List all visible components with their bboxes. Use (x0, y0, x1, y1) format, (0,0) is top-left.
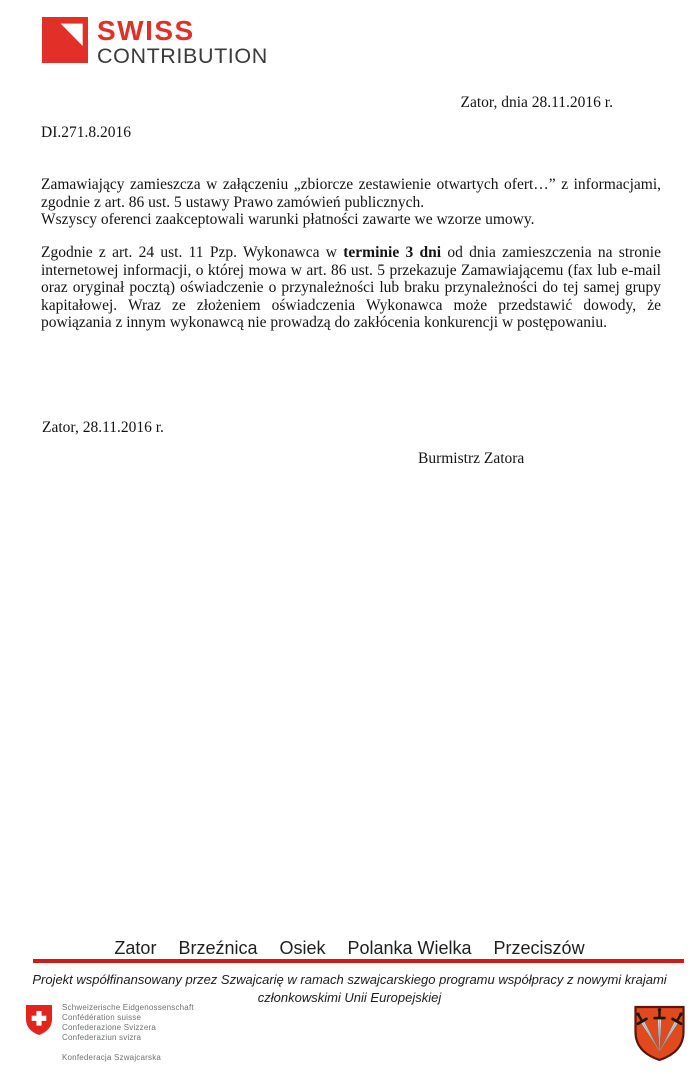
paragraph-1-text: Zamawiający zamieszcza w załączeniu „zbiorcze zestawienie otwartych ofert…” z informacjami, zgodnie z art. 86 ust. 5 ustawy Prawo zamówień publicznych. (41, 176, 661, 211)
signature-title: Burmistrz Zatora (418, 450, 525, 467)
paragraph-2-text-after: od dnia zamieszczenia na stronie internetowej informacji, o której mowa w art. 86 ust. 5 przekazuje Zamawiającemu (fax lub e-mail oraz oryginał pocztą) oświadczenie o przynależności lub braku przynależności do tej samej grupy kapitałowej. Wraz ze złożeniem oświadczenia Wykonawca może przedstawić dowody, że powiązania z innym wykonawcą nie prowadzą do zakłócenia konkurencji w postępowaniu. (41, 244, 661, 331)
logo-brand-contribution: CONTRIBUTION (97, 44, 268, 68)
municipality-przeciszow: Przeciszów (493, 938, 585, 958)
swiss-name-fr: Confédération suisse (62, 1013, 142, 1022)
municipality-zator: Zator (114, 938, 157, 958)
letter-paragraph-2 (41, 244, 661, 332)
letter-reference-number: DI.271.8.2016 (41, 124, 131, 141)
logo-brand-swiss: SWISS (97, 15, 195, 46)
swiss-coat-of-arms-icon (24, 1003, 54, 1037)
swiss-contribution-logo-icon (42, 17, 88, 63)
zator-coat-of-arms-icon (632, 1004, 687, 1063)
municipality-brzeznica: Brzeźnica (178, 938, 258, 958)
red-divider-line (33, 959, 684, 963)
swiss-confederation-names (62, 1003, 194, 1063)
municipality-polanka-wielka: Polanka Wielka (347, 938, 472, 958)
swiss-name-de: Schweizerische Eidgenossenschaft (62, 1003, 194, 1012)
swiss-name-it: Confederazione Svizzera (62, 1023, 156, 1032)
letter-date-line: Zator, dnia 28.11.2016 r. (460, 94, 613, 111)
paragraph-1b-text: Wszyscy oferenci zaakceptowali warunki płatności zawarte we wzorze umowy. (41, 211, 535, 228)
logo-wordmark (97, 17, 268, 68)
funding-note-line-2: członkowskimi Unii Europejskiej (257, 989, 442, 1005)
swiss-confederation-block (24, 1003, 194, 1063)
funding-note-line-1: Projekt współfinansowany przez Szwajcarię w ramach szwajcarskiego programu współpracy z nowymi krajami (32, 972, 667, 987)
letter-closing-date: Zator, 28.11.2016 r. (42, 419, 164, 436)
paragraph-2-text-before: Zgodnie z art. 24 ust. 11 Pzp. Wykonawca w (41, 244, 344, 261)
swiss-name-rm: Confederaziun svizra (62, 1033, 142, 1042)
municipalities-list (0, 938, 699, 959)
swiss-name-pl: Konfederacja Szwajcarska (62, 1053, 162, 1062)
letter-paragraph-1 (41, 176, 661, 229)
funding-note (0, 971, 699, 1006)
paragraph-2-bold-term: terminie 3 dni (343, 244, 442, 261)
swiss-contribution-logo (42, 17, 268, 68)
municipality-osiek: Osiek (279, 938, 326, 958)
